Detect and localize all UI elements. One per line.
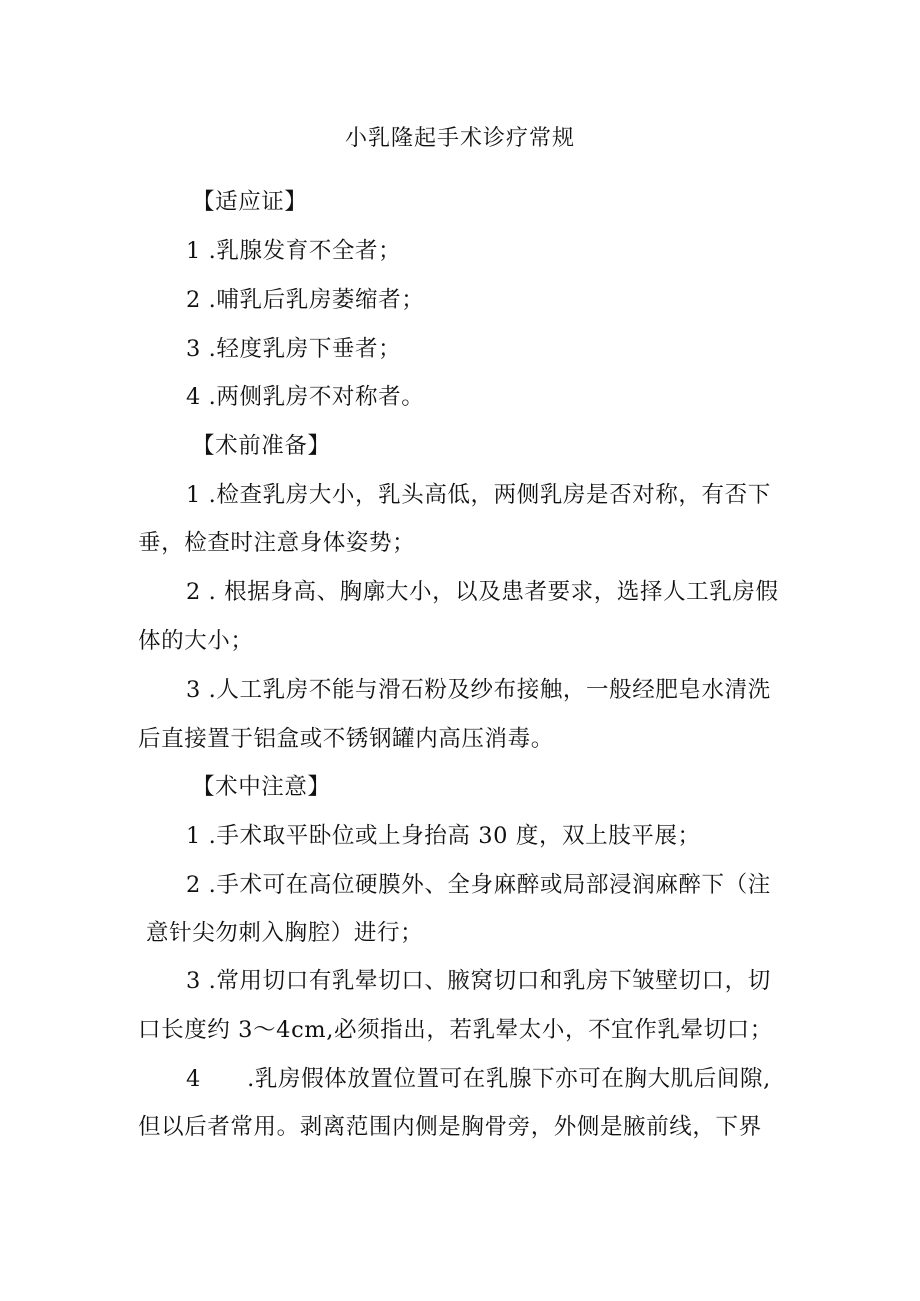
section-heading-preop: 【术前准备】 [192,433,331,459]
paragraph-line: 3 .轻度乳房下垂者； [186,336,402,362]
paragraph-line: 3 .人工乳房不能与滑石粉及纱布接触，一般经肥皂水清洗 [186,677,771,703]
paragraph-line: 体的大小； [138,628,254,654]
section-heading-indications: 【适应证】 [192,189,308,215]
paragraph-line: 意针尖勿刺入胸腔）进行； [146,920,424,946]
paragraph-line: 4 .乳房假体放置位置可在乳腺下亦可在胸大肌后间隙, [186,1066,771,1092]
section-heading-intraop: 【术中注意】 [192,774,331,800]
paragraph-line: 1 .乳腺发育不全者； [186,238,402,264]
paragraph-line: 2 .手术可在高位硬膜外、全身麻醉或局部浸润麻醉下（注 [186,872,771,898]
paragraph-line: 1 .手术取平卧位或上身抬高 30 度，双上肢平展； [186,823,701,849]
paragraph-line: 4 .两侧乳房不对称者。 [186,384,425,410]
paragraph-line: 1 .检查乳房大小，乳头高低，两侧乳房是否对称，有否下 [186,482,771,508]
paragraph-line: 2 . 根据身高、胸廓大小，以及患者要求，选择人工乳房假 [186,579,779,605]
paragraph-line: 但以后者常用。剥离范围内侧是胸骨旁，外侧是腋前线，下界 [138,1114,762,1140]
paragraph-line: 2 .哺乳后乳房萎缩者； [186,287,425,313]
paragraph-line: 口长度约 3～4cm,必须指出，若乳晕太小，不宜作乳晕切口； [138,1017,773,1043]
paragraph-line: 垂，检查时注意身体姿势； [138,530,416,556]
document-title: 小乳隆起手术诊疗常规 [344,126,575,151]
paragraph-line: 后直接置于铝盒或不锈钢罐内高压消毒。 [138,726,554,752]
paragraph-line: 3 .常用切口有乳晕切口、腋窝切口和乳房下皱壁切口，切 [186,968,771,994]
